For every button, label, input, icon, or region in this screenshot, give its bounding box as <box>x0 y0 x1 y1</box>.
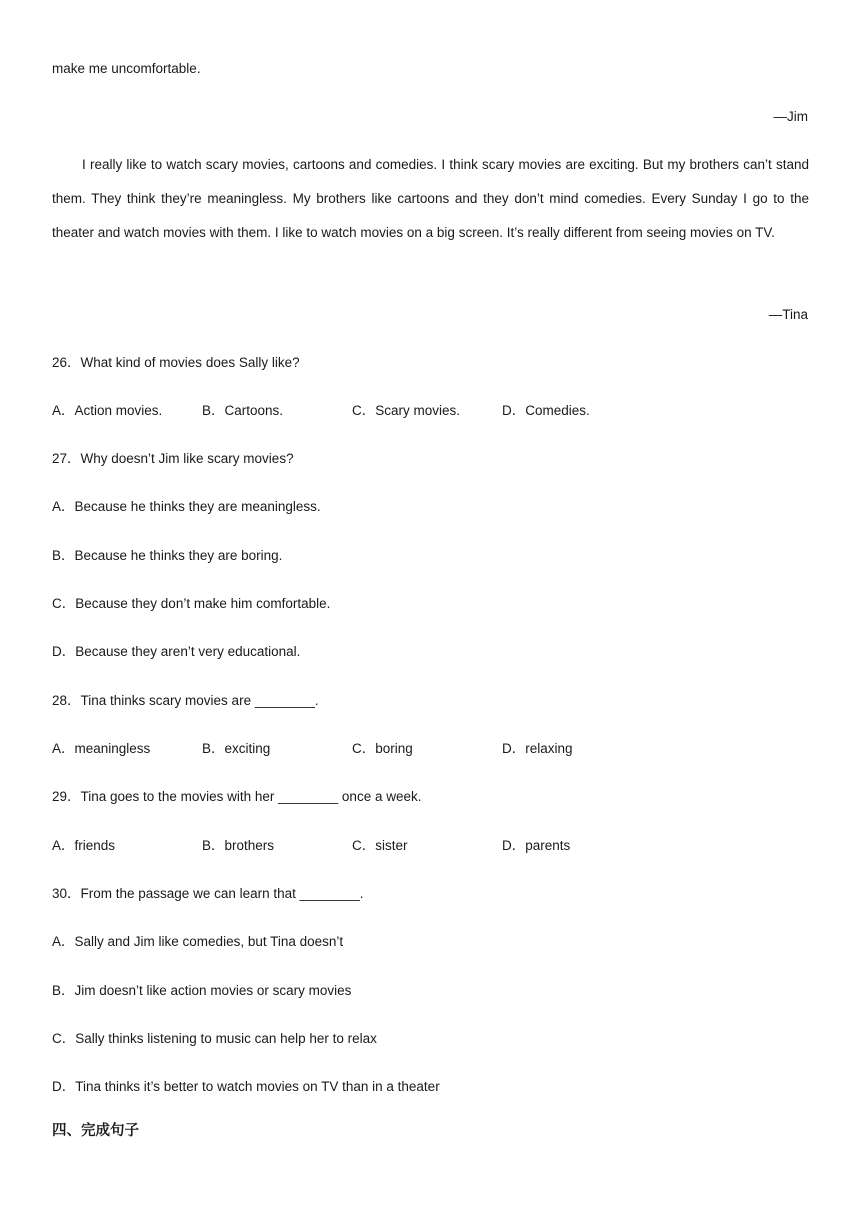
question-29-option-d: D．parents <box>502 838 571 853</box>
question-30-option-d: D．Tina thinks it’s better to watch movies on TV than in a theater <box>52 1079 440 1094</box>
question-26-stem: 26．What kind of movies does Sally like? <box>52 355 300 370</box>
question-26-option-b: B．Cartoons. <box>202 403 284 418</box>
question-28-option-b: B．exciting <box>202 741 271 756</box>
question-29-option-a: A．friends <box>52 838 116 853</box>
tina-paragraph: I really like to watch scary movies, cartoons and comedies. I think scary movies are exciting. But my brothers can’t stand them. They think they’re meaningless. My brothers like cartoons and they don’t mind comedies. Every Sunday I go to the theater and watch movies with them. I like to watch movies on a big screen. It’s really different from seeing movies on TV. <box>52 157 809 240</box>
question-28-option-d: D．relaxing <box>502 741 573 756</box>
question-30-option-a: A．Sally and Jim like comedies, but Tina doesn’t <box>52 934 344 949</box>
question-29-option-b: B．brothers <box>202 838 275 853</box>
passage-tail-line: make me uncomfortable. <box>52 61 201 76</box>
question-29-option-c: C．sister <box>352 838 408 853</box>
question-27-option-c: C．Because they don’t make him comfortable. <box>52 596 331 611</box>
question-26-option-a: A．Action movies. <box>52 403 163 418</box>
signature-jim: —Jim <box>773 109 808 124</box>
question-27-option-a: A．Because he thinks they are meaningless. <box>52 499 321 514</box>
question-26-option-d: D．Comedies. <box>502 403 590 418</box>
question-28-option-a: A．meaningless <box>52 741 151 756</box>
section-heading: 四、完成句子 <box>52 1123 139 1139</box>
question-27-option-d: D．Because they aren’t very educational. <box>52 644 301 659</box>
question-27-option-b: B．Because he thinks they are boring. <box>52 548 283 563</box>
question-27-stem: 27．Why doesn’t Jim like scary movies? <box>52 451 294 466</box>
question-28-stem: 28．Tina thinks scary movies are ________. <box>52 693 319 708</box>
question-30-option-c: C．Sally thinks listening to music can help her to relax <box>52 1031 377 1046</box>
question-26-option-c: C．Scary movies. <box>352 403 461 418</box>
question-29-stem: 29．Tina goes to the movies with her ________ once a week. <box>52 789 422 804</box>
question-28-option-c: C．boring <box>352 741 413 756</box>
signature-tina: —Tina <box>768 307 808 322</box>
question-30-stem: 30．From the passage we can learn that ________. <box>52 886 364 901</box>
question-30-option-b: B．Jim doesn’t like action movies or scary movies <box>52 983 352 998</box>
